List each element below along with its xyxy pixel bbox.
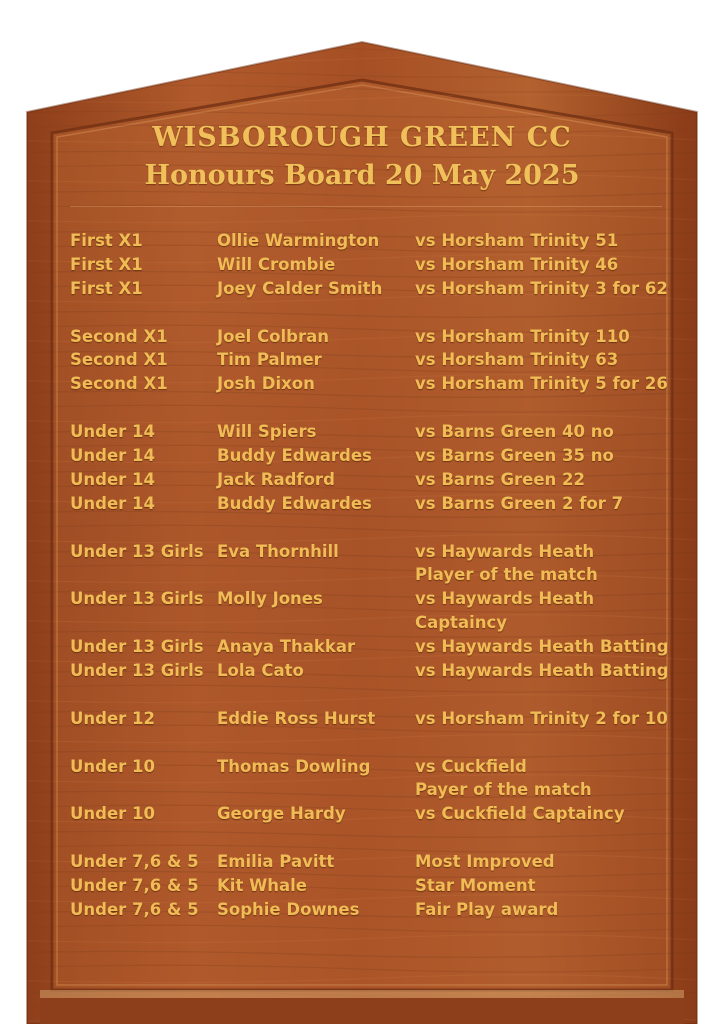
list-item bbox=[70, 563, 670, 587]
player-name: Lola Cato bbox=[217, 661, 304, 681]
list-item bbox=[70, 707, 670, 731]
list-item bbox=[70, 659, 670, 683]
achievement: vs Horsham Trinity 2 for 10 bbox=[415, 708, 668, 728]
player-name: Kit Whale bbox=[217, 876, 308, 896]
achievement: vs Horsham Trinity 3 for 62 bbox=[415, 278, 668, 298]
achievement: vs Horsham Trinity 5 for 26 bbox=[415, 374, 668, 394]
achievement: vs Horsham Trinity 63 bbox=[415, 350, 619, 370]
achievement: vs Barns Green 2 for 7 bbox=[415, 493, 624, 513]
team-name: Second X1 bbox=[70, 350, 168, 370]
achievement: vs Cuckfield Captaincy bbox=[415, 804, 625, 824]
player-name: Will Crombie bbox=[217, 254, 336, 274]
player-name: Buddy Edwardes bbox=[217, 446, 372, 466]
player-name: Buddy Edwardes bbox=[217, 493, 372, 513]
list-item bbox=[70, 540, 670, 564]
player-name: Molly Jones bbox=[217, 589, 323, 609]
team-name: First X1 bbox=[70, 231, 143, 250]
achievement: Player of the match bbox=[415, 565, 598, 585]
list-item bbox=[70, 348, 670, 372]
team-name: Under 14 bbox=[70, 469, 155, 489]
team-name: Under 14 bbox=[70, 493, 155, 513]
title-divider bbox=[70, 206, 662, 207]
player-name: Anaya Thakkar bbox=[217, 637, 356, 657]
list-item bbox=[70, 611, 670, 635]
player-name: Joel Colbran bbox=[217, 326, 329, 346]
achievement: Most Improved bbox=[415, 852, 555, 872]
player-name: Joey Calder Smith bbox=[217, 278, 383, 298]
player-name: Tim Palmer bbox=[217, 350, 322, 370]
list-item bbox=[70, 468, 670, 492]
team-name: First X1 bbox=[70, 278, 143, 298]
player-name: Sophie Downes bbox=[217, 899, 360, 919]
team-name: Under 7,6 & 5 bbox=[70, 876, 199, 896]
achievement: vs Barns Green 35 no bbox=[415, 446, 614, 466]
list-item bbox=[70, 444, 670, 468]
list-item bbox=[70, 325, 670, 349]
team-name: Under 10 bbox=[70, 804, 155, 824]
list-item bbox=[70, 755, 670, 779]
achievement: Fair Play award bbox=[415, 899, 559, 919]
team-name: Second X1 bbox=[70, 374, 168, 394]
honours-list bbox=[70, 229, 670, 922]
team-name: Under 10 bbox=[70, 756, 155, 776]
achievement: vs Haywards Heath Batting bbox=[415, 637, 669, 657]
team-name: Under 13 Girls bbox=[70, 637, 204, 657]
player-name: Will Spiers bbox=[217, 422, 317, 442]
list-item bbox=[70, 802, 670, 826]
team-name: Under 13 Girls bbox=[70, 589, 204, 609]
achievement: vs Barns Green 22 bbox=[415, 469, 585, 489]
list-item bbox=[70, 587, 670, 611]
team-name: Under 13 Girls bbox=[70, 661, 204, 681]
list-item bbox=[70, 850, 670, 874]
list-item bbox=[70, 874, 670, 898]
list-item bbox=[70, 229, 670, 253]
achievement: vs Horsham Trinity 110 bbox=[415, 326, 630, 346]
list-item bbox=[70, 277, 670, 301]
player-name: Jack Radford bbox=[217, 469, 335, 489]
list-item bbox=[70, 253, 670, 277]
team-name: Second X1 bbox=[70, 326, 168, 346]
achievement: Star Moment bbox=[415, 876, 536, 896]
list-item bbox=[70, 372, 670, 396]
list-item bbox=[70, 635, 670, 659]
list-item bbox=[70, 420, 670, 444]
player-name: Eddie Ross Hurst bbox=[217, 708, 376, 728]
achievement: Payer of the match bbox=[415, 780, 592, 800]
board-subtitle: Honours Board 20 May 2025 bbox=[144, 160, 580, 191]
player-name: George Hardy bbox=[217, 804, 346, 824]
club-title: WISBOROUGH GREEN CC bbox=[152, 122, 572, 153]
achievement: Captaincy bbox=[415, 613, 508, 633]
team-name: Under 12 bbox=[70, 708, 155, 728]
player-name: Josh Dixon bbox=[217, 374, 315, 394]
achievement: vs Horsham Trinity 46 bbox=[415, 254, 619, 274]
team-name: Under 13 Girls bbox=[70, 541, 204, 561]
list-item bbox=[70, 898, 670, 922]
achievement: vs Cuckfield bbox=[415, 756, 527, 776]
achievement: vs Haywards Heath Batting bbox=[415, 661, 669, 681]
list-item bbox=[70, 778, 670, 802]
team-name: Under 7,6 & 5 bbox=[70, 852, 199, 872]
achievement: vs Haywards Heath bbox=[415, 589, 595, 609]
achievement: vs Horsham Trinity 51 bbox=[415, 231, 619, 250]
player-name: Emilia Pavitt bbox=[217, 852, 335, 872]
team-name: Under 14 bbox=[70, 422, 155, 442]
player-name: Ollie Warmington bbox=[217, 231, 380, 250]
list-item bbox=[70, 492, 670, 516]
achievement: vs Barns Green 40 no bbox=[415, 422, 614, 442]
team-name: Under 7,6 & 5 bbox=[70, 899, 199, 919]
team-name: Under 14 bbox=[70, 446, 155, 466]
team-name: First X1 bbox=[70, 254, 143, 274]
player-name: Eva Thornhill bbox=[217, 541, 339, 561]
achievement: vs Haywards Heath bbox=[415, 541, 595, 561]
player-name: Thomas Dowling bbox=[217, 756, 371, 776]
